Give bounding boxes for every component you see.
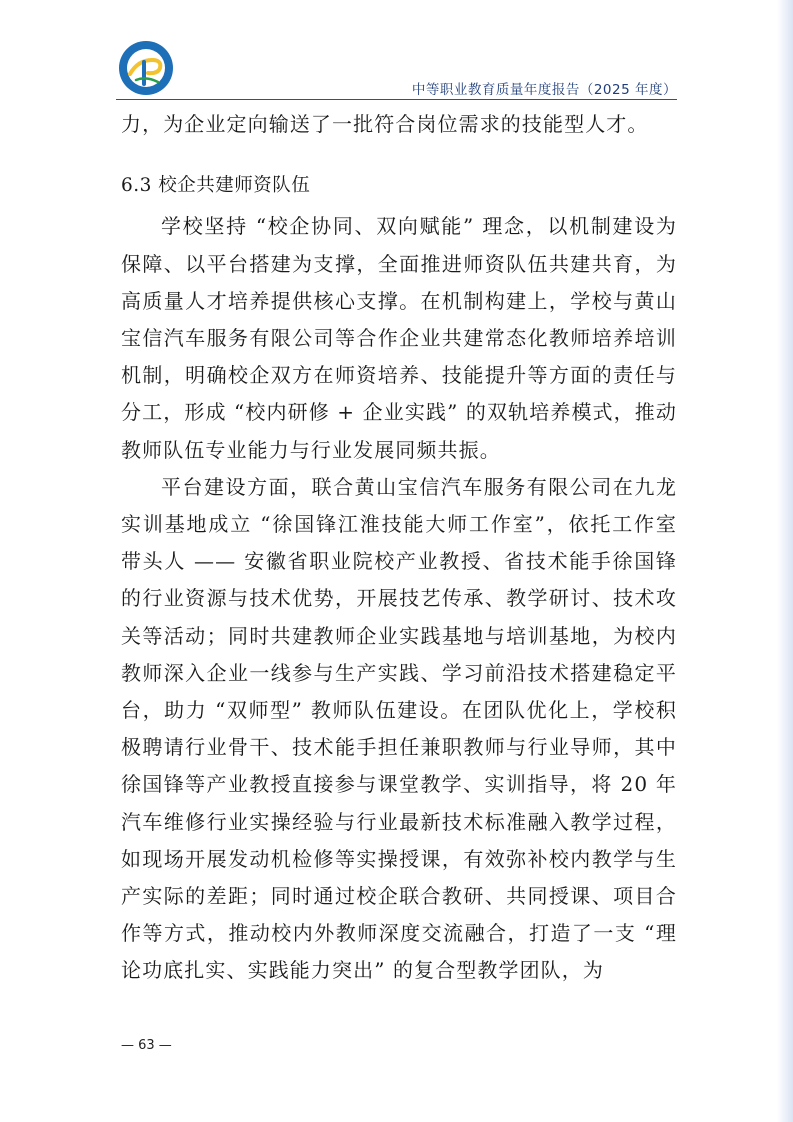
- school-emblem-logo: [118, 40, 174, 96]
- page-edge-shade: [777, 0, 793, 1122]
- header-divider: [116, 99, 677, 100]
- section-heading: 6.3 校企共建师资队伍: [121, 175, 311, 197]
- report-header-title: 中等职业教育质量年度报告（2025 年度）: [411, 82, 677, 98]
- body-paragraph: 学校坚持 “校企协同、双向赋能” 理念，以机制建设为保障、以平台搭建为支撑，全面推进师资队伍共建共育，为高质量人才培养提供核心支撑。在机制构建上，学校与黄山宝信汽车服务有限公司等合作企业共建常态化教师培养培训机制，明确校企双方在师资培养、技能提升等方面的责任与分工，形成 “校内研修 + 企业实践” 的双轨培养模式，推动教师队伍专业能力与行业发展同频共振。: [121, 214, 677, 462]
- page-number: — 63 —: [121, 1038, 172, 1053]
- body-paragraph: 平台建设方面，联合黄山宝信汽车服务有限公司在九龙实训基地成立 “徐国锋江淮技能大师工作室”，依托工作室带头人 —— 安徽省职业院校产业教授、省技术能手徐国锋的行业资源与技术优势，开展技艺传承、教学研讨、技术攻关等活动；同时共建教师企业实践基地与培训基地，为校内教师深入企业一线参与生产实践、学习前沿技术搭建稳定平台，助力 “双师型” 教师队伍建设。在团队优化上，学校积极聘请行业骨干、技术能手担任兼职教师与行业导师，其中徐国锋等产业教授直接参与课堂教学、实训指导，将 20 年汽车维修行业实操经验与行业最新技术标准融入教学过程，如现场开展发动机检修等实操授课，有效弥补校内教学与生产实际的差距；同时通过校企联合教研、共同授课、项目合作等方式，推动校内外教师深度交流融合，打造了一支 “理论功底扎实、实践能力突出” 的复合型教学团队，为: [121, 474, 677, 983]
- continuation-line: 力，为企业定向输送了一批符合岗位需求的技能型人才。: [121, 112, 649, 136]
- page-body: [121, 106, 677, 990]
